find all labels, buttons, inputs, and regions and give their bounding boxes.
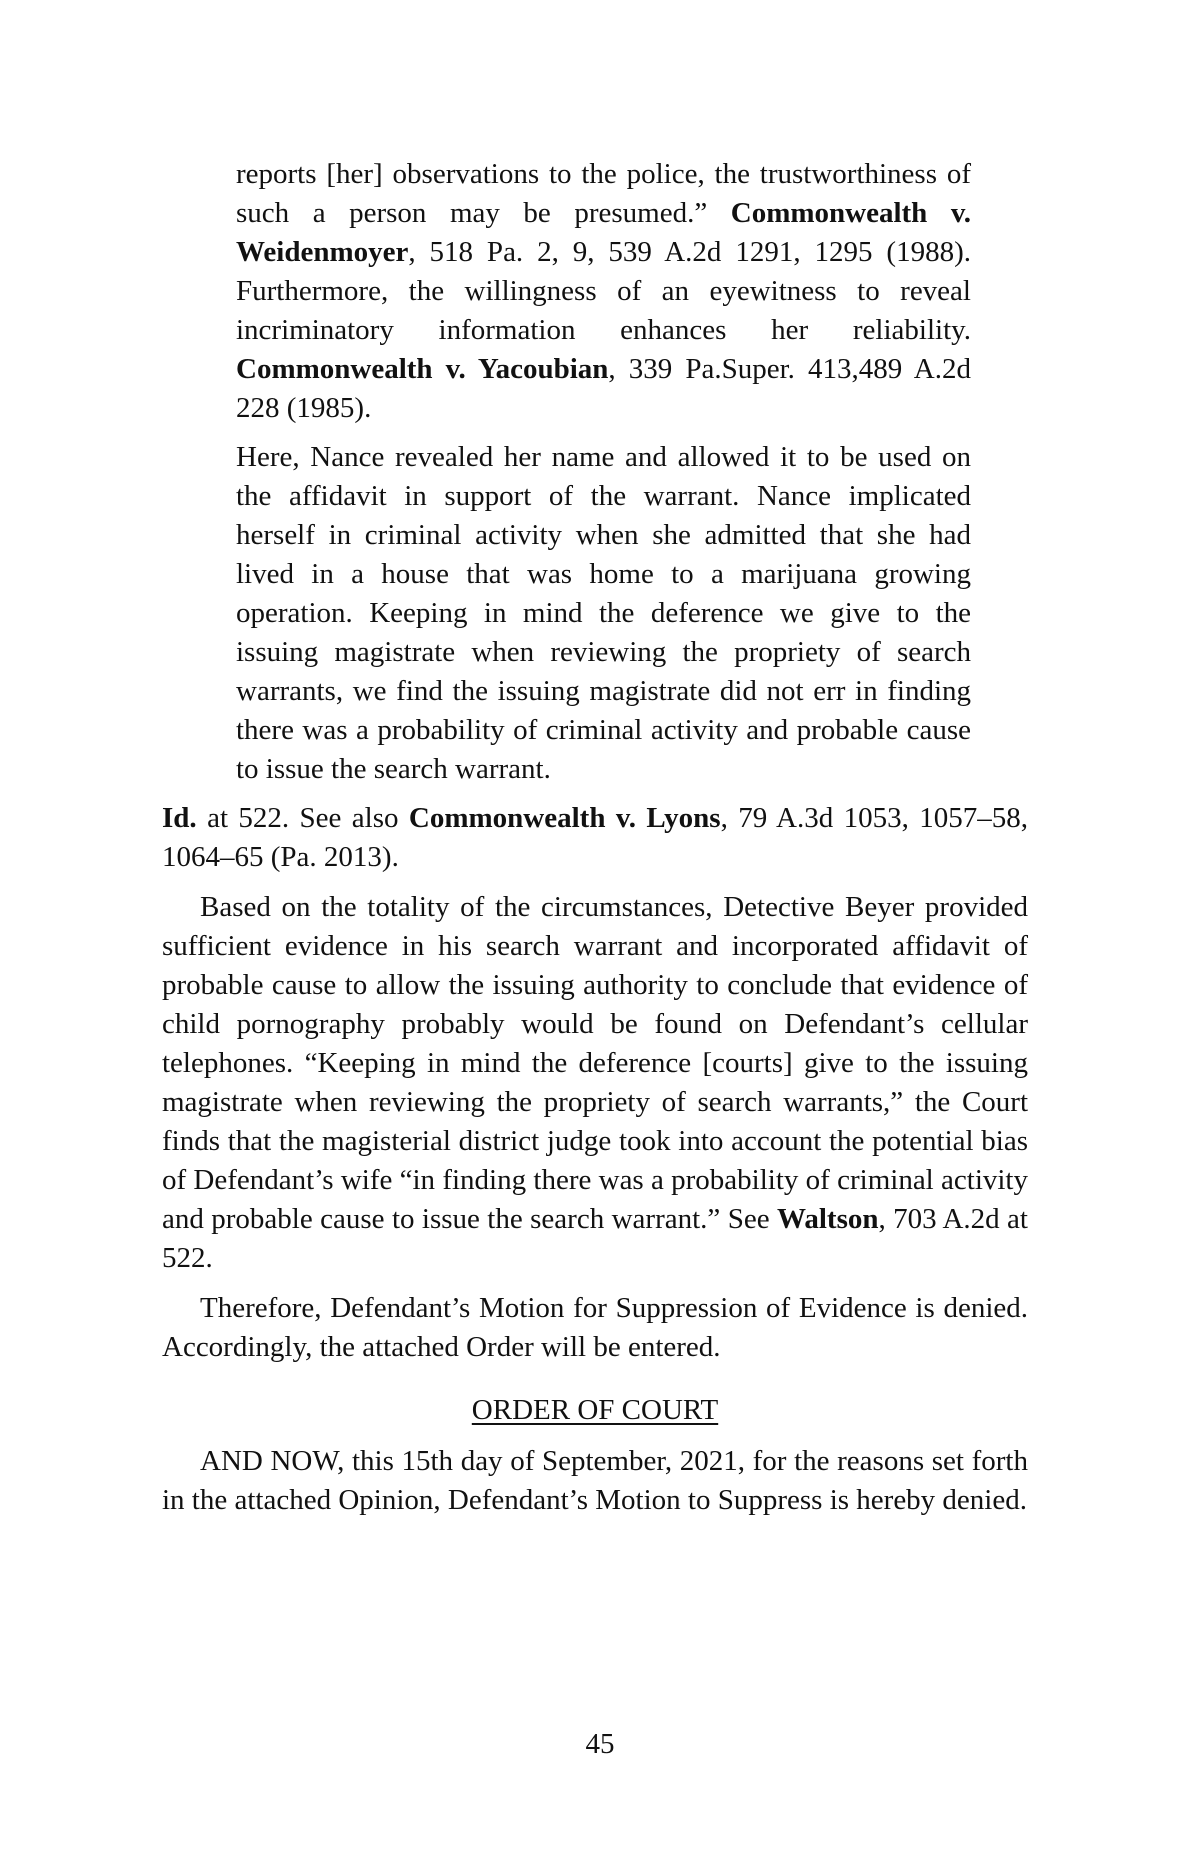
quote-text-1: reports [her] observations to the police, the trustworthiness of such a person may be presumed.” bbox=[236, 158, 971, 229]
document-page bbox=[162, 155, 1028, 1520]
citation-text-1: at 522. See also bbox=[196, 802, 409, 834]
case-citation-weidenmoyer: Commonwealth v. Weidenmoyer bbox=[236, 197, 971, 268]
order-heading: ORDER OF COURT bbox=[471, 1394, 719, 1426]
block-quote-paragraph-1 bbox=[236, 155, 971, 428]
id-citation: Id. bbox=[162, 802, 197, 834]
quote-text-2: , 518 Pa. 2, 9, 539 A.2d 1291, 1295 (1988). Furthermore, the willingness of an eyewitness to reveal incriminatory information enhances her reliability. bbox=[236, 236, 971, 346]
case-citation-yacoubian: Commonwealth v. Yacoubian bbox=[236, 353, 609, 385]
body-paragraph-2: Therefore, Defendant’s Motion for Suppression of Evidence is denied. Accordingly, the attached Order will be entered. bbox=[162, 1292, 1028, 1363]
order-paragraph: AND NOW, this 15th day of September, 2021, for the reasons set forth in the attached Opinion, Defendant’s Motion to Suppress is hereby denied. bbox=[162, 1445, 1028, 1516]
page-number: 45 bbox=[585, 1728, 615, 1760]
case-citation-waltson: Waltson bbox=[776, 1203, 879, 1235]
citation-paragraph bbox=[162, 799, 1028, 877]
body-text-1: Based on the totality of the circumstances, Detective Beyer provided sufficient evidence in his search warrant and incorporated affidavit of probable cause to allow the issuing authority to conclude that evidence of child pornography probably would be found on Defendant’s cellular telephones. “Keeping in mind the deference [courts] give to the issuing magistrate when reviewing the propriety of search warrants,” the Court finds that the magisterial district judge took into account the potential bias of Defendant’s wife “in finding there was a probability of criminal activity and probable cause to issue the search warrant.” See bbox=[162, 891, 1028, 1235]
quote-text-3: , 339 Pa.Super. 413,489 A.2d 228 (1985). bbox=[236, 353, 971, 424]
case-citation-lyons: Commonwealth v. Lyons bbox=[408, 802, 721, 834]
body-text-2: , 703 A.2d at 522. bbox=[162, 1203, 1028, 1274]
block-quote-paragraph-2: Here, Nance revealed her name and allowed it to be used on the affidavit in support of the warrant. Nance implicated herself in criminal activity when she admitted that she had lived in a house that was home to a marijuana growing operation. Keeping in mind the deference we give to the issuing magistrate when reviewing the propriety of search warrants, we find the issuing magistrate did not err in finding there was a probability of criminal activity and probable cause to issue the search warrant. bbox=[236, 441, 971, 785]
body-paragraph-1 bbox=[162, 888, 1028, 1278]
citation-text-2: , 79 A.3d 1053, 1057–58, 1064–65 (Pa. 2013). bbox=[162, 802, 1029, 873]
